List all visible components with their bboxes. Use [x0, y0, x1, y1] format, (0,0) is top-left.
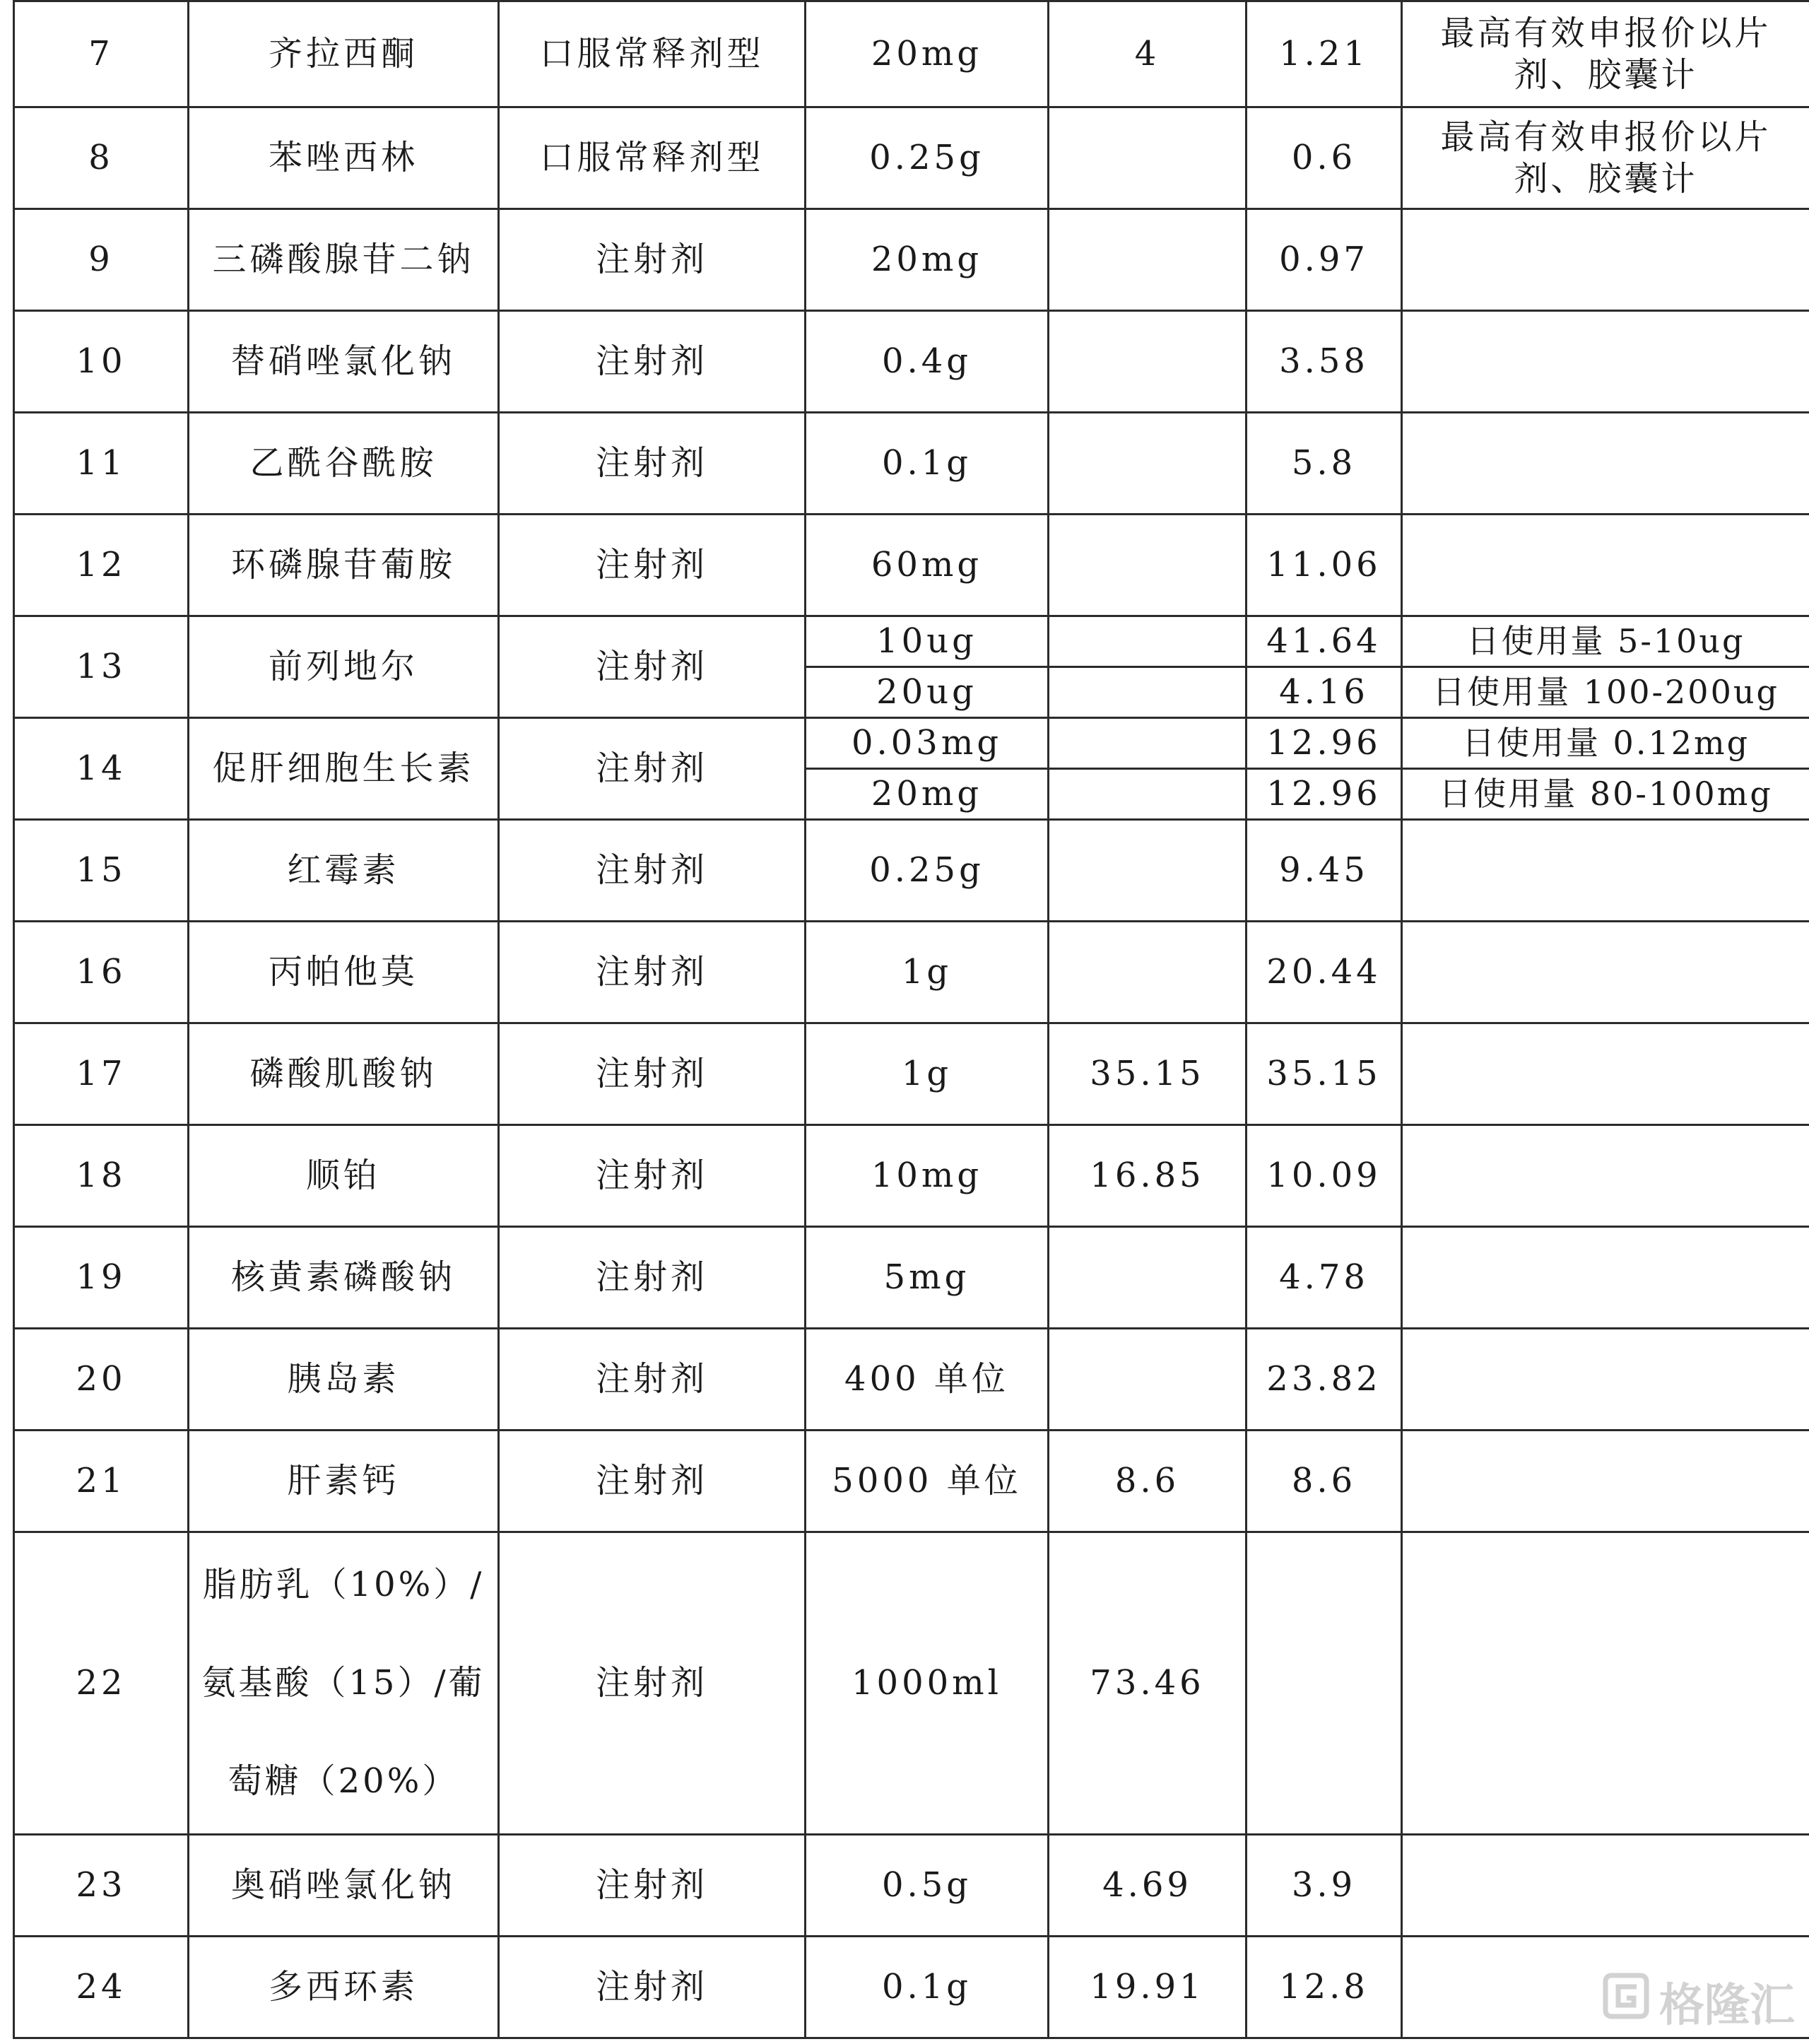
row-number: 12 — [14, 515, 189, 616]
dosage-form: 注射剂 — [499, 718, 806, 820]
dosage-form: 注射剂 — [499, 820, 806, 922]
price-1 — [1049, 515, 1247, 616]
drug-name: 脂肪乳（10%）/氨基酸（15）/葡萄糖（20%） — [189, 1532, 499, 1835]
drug-name: 丙帕他莫 — [189, 922, 499, 1023]
dosage-form: 注射剂 — [499, 1227, 806, 1329]
specification: 0.25g — [806, 820, 1049, 922]
dosage-form: 注射剂 — [499, 616, 806, 718]
specification: 20ug — [806, 667, 1049, 718]
dosage-form: 注射剂 — [499, 1937, 806, 2038]
price-1: 19.91 — [1049, 1937, 1247, 2038]
price-1 — [1049, 667, 1247, 718]
table-row — [14, 820, 1809, 922]
price-2: 12.8 — [1247, 1937, 1402, 2038]
drug-name: 核黄素磷酸钠 — [189, 1227, 499, 1329]
dosage-form: 注射剂 — [499, 1329, 806, 1431]
row-number: 20 — [14, 1329, 189, 1431]
drug-name: 齐拉西酮 — [189, 1, 499, 107]
specification: 0.03mg — [806, 718, 1049, 769]
specification: 1000ml — [806, 1532, 1049, 1835]
drug-name: 替硝唑氯化钠 — [189, 311, 499, 413]
price-2 — [1247, 1532, 1402, 1835]
price-2: 41.64 — [1247, 616, 1402, 667]
dosage-form: 注射剂 — [499, 1125, 806, 1227]
price-1 — [1049, 209, 1247, 311]
row-number: 17 — [14, 1023, 189, 1125]
remark: 最高有效申报价以片剂、胶囊计 — [1402, 107, 1809, 209]
remark — [1402, 922, 1809, 1023]
price-2: 3.58 — [1247, 311, 1402, 413]
price-1 — [1049, 311, 1247, 413]
price-2: 3.9 — [1247, 1835, 1402, 1937]
price-2: 20.44 — [1247, 922, 1402, 1023]
price-1 — [1049, 820, 1247, 922]
table-row — [14, 1227, 1809, 1329]
table-row — [14, 1023, 1809, 1125]
dosage-form: 口服常释剂型 — [499, 1, 806, 107]
row-number: 21 — [14, 1431, 189, 1532]
remark: 日使用量 5-10ug — [1402, 616, 1809, 667]
dosage-form: 注射剂 — [499, 922, 806, 1023]
row-number: 10 — [14, 311, 189, 413]
price-1 — [1049, 922, 1247, 1023]
price-1 — [1049, 616, 1247, 667]
price-2: 23.82 — [1247, 1329, 1402, 1431]
table-row — [14, 922, 1809, 1023]
specification: 0.4g — [806, 311, 1049, 413]
row-number: 19 — [14, 1227, 189, 1329]
remark — [1402, 1329, 1809, 1431]
table-row — [14, 209, 1809, 311]
specification: 20mg — [806, 1, 1049, 107]
price-2: 11.06 — [1247, 515, 1402, 616]
dosage-form: 注射剂 — [499, 1023, 806, 1125]
drug-name: 前列地尔 — [189, 616, 499, 718]
price-2: 4.78 — [1247, 1227, 1402, 1329]
specification: 0.1g — [806, 413, 1049, 515]
drug-name: 胰岛素 — [189, 1329, 499, 1431]
specification: 0.1g — [806, 1937, 1049, 2038]
row-number: 13 — [14, 616, 189, 718]
remark — [1402, 1125, 1809, 1227]
gelonghui-logo-icon — [1601, 1971, 1651, 2032]
remark — [1402, 1227, 1809, 1329]
table-row — [14, 718, 1809, 769]
dosage-form: 口服常释剂型 — [499, 107, 806, 209]
table-row — [14, 1835, 1809, 1937]
specification: 1g — [806, 922, 1049, 1023]
price-2: 9.45 — [1247, 820, 1402, 922]
price-1: 8.6 — [1049, 1431, 1247, 1532]
specification: 20mg — [806, 209, 1049, 311]
table-row — [14, 1532, 1809, 1835]
drug-name: 促肝细胞生长素 — [189, 718, 499, 820]
price-2: 12.96 — [1247, 718, 1402, 769]
dosage-form: 注射剂 — [499, 413, 806, 515]
price-1 — [1049, 1329, 1247, 1431]
drug-name: 多西环素 — [189, 1937, 499, 2038]
remark — [1402, 515, 1809, 616]
specification: 20mg — [806, 769, 1049, 820]
price-2: 8.6 — [1247, 1431, 1402, 1532]
table-row — [14, 515, 1809, 616]
price-2: 0.97 — [1247, 209, 1402, 311]
row-number: 16 — [14, 922, 189, 1023]
drug-name: 红霉素 — [189, 820, 499, 922]
drug-name: 顺铂 — [189, 1125, 499, 1227]
table-row — [14, 311, 1809, 413]
table-row — [14, 1431, 1809, 1532]
watermark — [1601, 1969, 1795, 2034]
specification: 5000 单位 — [806, 1431, 1049, 1532]
remark — [1402, 820, 1809, 922]
remark — [1402, 311, 1809, 413]
table-row — [14, 413, 1809, 515]
specification: 60mg — [806, 515, 1049, 616]
specification: 5mg — [806, 1227, 1049, 1329]
price-2: 10.09 — [1247, 1125, 1402, 1227]
table-row — [14, 1937, 1809, 2038]
dosage-form: 注射剂 — [499, 515, 806, 616]
price-1 — [1049, 107, 1247, 209]
price-1: 4 — [1049, 1, 1247, 107]
row-number: 22 — [14, 1532, 189, 1835]
remark — [1402, 413, 1809, 515]
row-number: 11 — [14, 413, 189, 515]
specification: 0.5g — [806, 1835, 1049, 1937]
drug-name: 环磷腺苷葡胺 — [189, 515, 499, 616]
specification: 0.25g — [806, 107, 1049, 209]
remark — [1402, 1023, 1809, 1125]
drug-name: 肝素钙 — [189, 1431, 499, 1532]
remark: 日使用量 100-200ug — [1402, 667, 1809, 718]
remark — [1402, 1835, 1809, 1937]
table-row — [14, 1, 1809, 107]
drug-name: 奥硝唑氯化钠 — [189, 1835, 499, 1937]
specification: 1g — [806, 1023, 1049, 1125]
watermark-text: 格隆汇 — [1659, 1980, 1795, 2032]
table-row — [14, 107, 1809, 209]
price-1: 35.15 — [1049, 1023, 1247, 1125]
row-number: 15 — [14, 820, 189, 922]
row-number: 23 — [14, 1835, 189, 1937]
drug-name: 乙酰谷酰胺 — [189, 413, 499, 515]
price-2: 5.8 — [1247, 413, 1402, 515]
price-1 — [1049, 413, 1247, 515]
remark — [1402, 1431, 1809, 1532]
specification: 10mg — [806, 1125, 1049, 1227]
remark: 最高有效申报价以片剂、胶囊计 — [1402, 1, 1809, 107]
dosage-form: 注射剂 — [499, 1431, 806, 1532]
dosage-form: 注射剂 — [499, 311, 806, 413]
remark: 日使用量 0.12mg — [1402, 718, 1809, 769]
row-number: 7 — [14, 1, 189, 107]
price-2: 35.15 — [1247, 1023, 1402, 1125]
price-2: 0.6 — [1247, 107, 1402, 209]
price-1 — [1049, 718, 1247, 769]
price-2: 1.21 — [1247, 1, 1402, 107]
drug-name: 三磷酸腺苷二钠 — [189, 209, 499, 311]
drug-name: 磷酸肌酸钠 — [189, 1023, 499, 1125]
price-1: 4.69 — [1049, 1835, 1247, 1937]
row-number: 18 — [14, 1125, 189, 1227]
price-1 — [1049, 1227, 1247, 1329]
remark — [1402, 1532, 1809, 1835]
remark: 日使用量 80-100mg — [1402, 769, 1809, 820]
drug-name: 苯唑西林 — [189, 107, 499, 209]
dosage-form: 注射剂 — [499, 1532, 806, 1835]
specification: 400 单位 — [806, 1329, 1049, 1431]
price-2: 12.96 — [1247, 769, 1402, 820]
price-2: 4.16 — [1247, 667, 1402, 718]
remark — [1402, 209, 1809, 311]
row-number: 14 — [14, 718, 189, 820]
row-number: 9 — [14, 209, 189, 311]
dosage-form: 注射剂 — [499, 209, 806, 311]
price-1: 16.85 — [1049, 1125, 1247, 1227]
table-row — [14, 1329, 1809, 1431]
dosage-form: 注射剂 — [499, 1835, 806, 1937]
row-number: 24 — [14, 1937, 189, 2038]
price-1 — [1049, 769, 1247, 820]
row-number: 8 — [14, 107, 189, 209]
price-1: 73.46 — [1049, 1532, 1247, 1835]
table-row — [14, 1125, 1809, 1227]
specification: 10ug — [806, 616, 1049, 667]
table-row — [14, 616, 1809, 667]
drug-price-table — [13, 0, 1809, 2039]
